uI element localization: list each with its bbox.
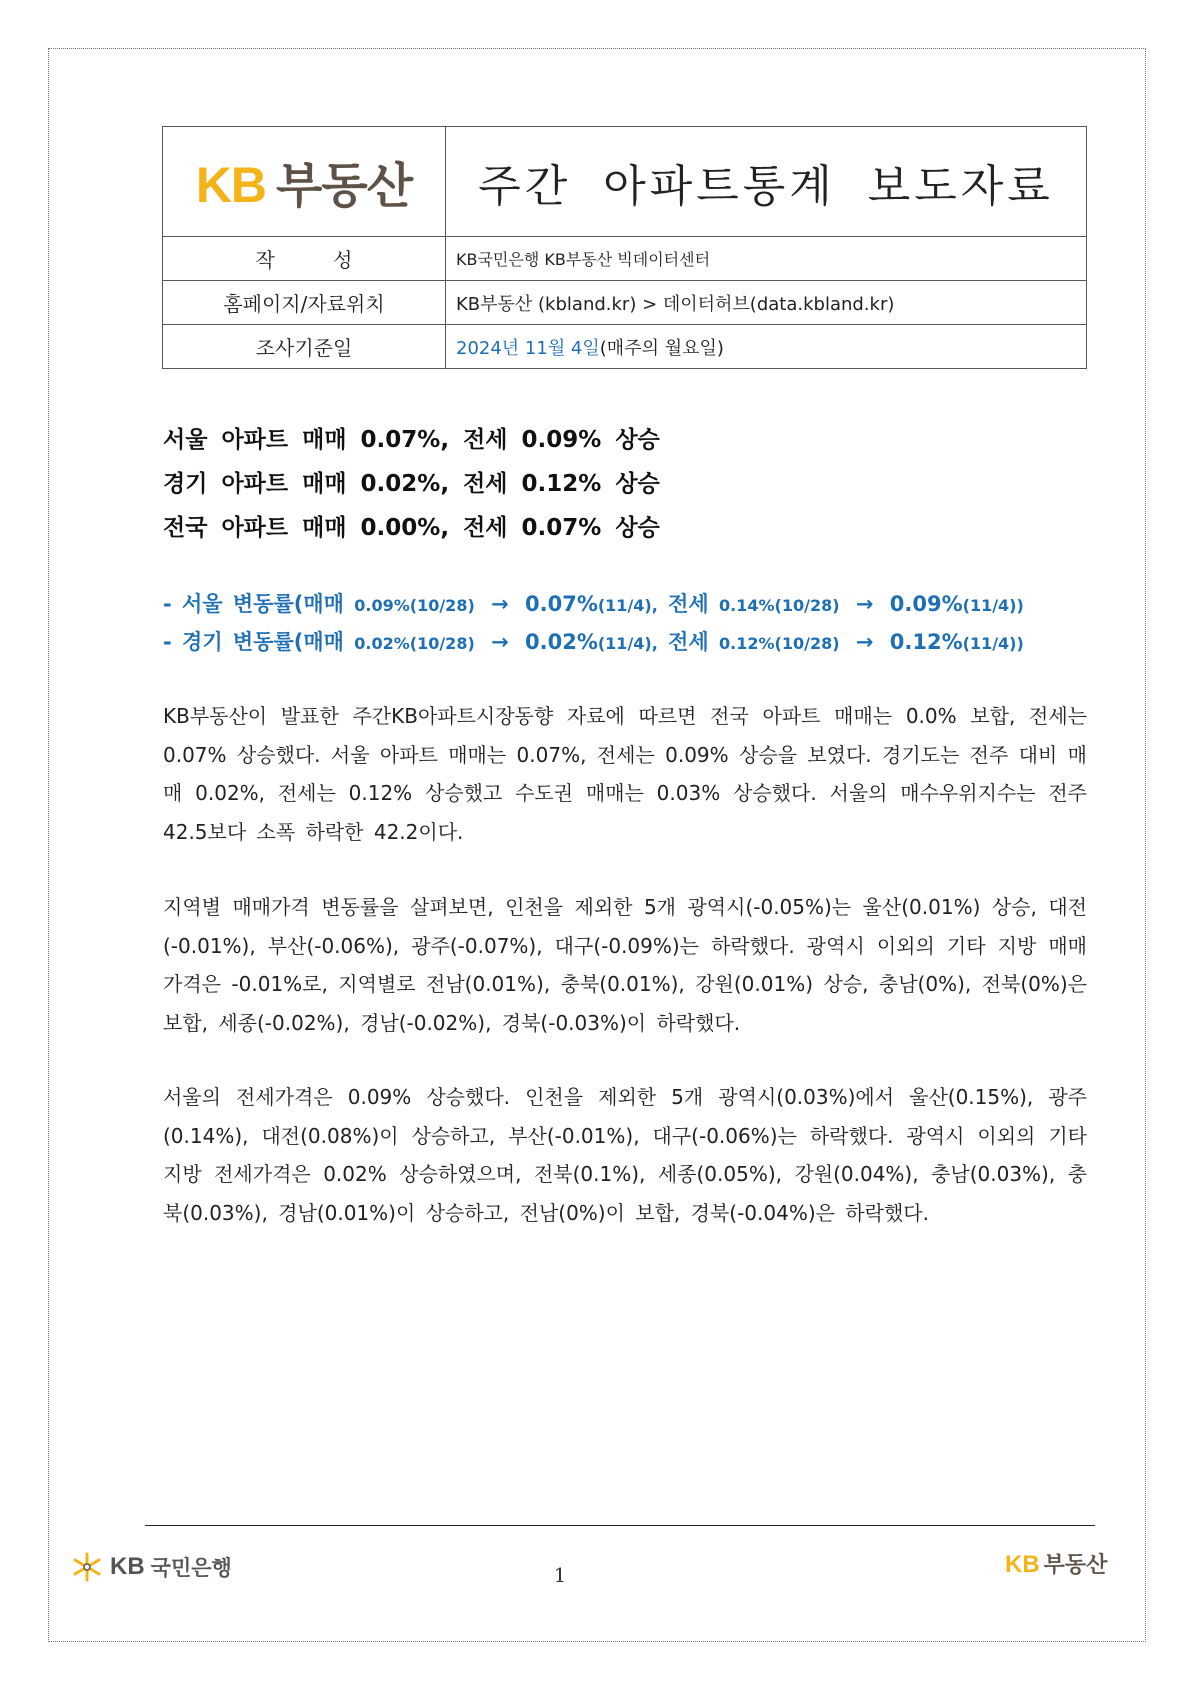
sale-prev: 0.09%(10/28) <box>354 596 475 615</box>
page-number: 1 <box>553 1563 567 1587</box>
jeonse-label: 전세 <box>668 592 709 616</box>
survey-date-label: 조사기준일 <box>163 325 446 369</box>
paragraph-jeonse-regions: 서울의 전세가격은 0.09% 상승했다. 인천을 제외한 5개 광역시(0.03%)에서 울산(0.15%), 광주(0.14%), 대전(0.08%)이 상승하고, 부산(-0.01%), 대구(-0.06%)는 하락했다. 광역시 이외의 기타 지방 전세가격은 0.02% 상승하였으며, 전북(0.1%), 세종(0.05%), 강원(0.04%), 충남(0.03%), 충북(0.03%), 경남(0.01%)이 상승하고, 전남(0%)이 보합, 경북(-0.04%)은 하락했다. <box>163 1085 1087 1225</box>
arrow-icon: → <box>491 630 509 654</box>
change-line-gyeonggi <box>163 623 1083 661</box>
arrow-icon: → <box>855 592 874 616</box>
sale-now-date: (11/4), <box>597 634 658 653</box>
footer-bank-name: 국민은행 <box>150 1556 232 1580</box>
footer-brand-kb: KB <box>1005 1551 1040 1578</box>
footer-divider <box>145 1525 1095 1526</box>
headlines <box>163 418 1083 550</box>
footer-bank-kb: KB <box>110 1553 145 1580</box>
kb-star-icon <box>70 1550 104 1584</box>
logo-text: 부동산 <box>276 158 413 214</box>
change-line-seoul <box>163 585 1083 623</box>
change-prefix: - 경기 변동률(매매 <box>163 630 344 654</box>
arrow-icon: → <box>855 630 874 654</box>
jeonse-label: 전세 <box>668 630 709 654</box>
survey-date-value <box>446 325 1087 369</box>
change-rates <box>163 585 1083 661</box>
paragraph-summary: KB부동산이 발표한 주간KB아파트시장동향 자료에 따르면 전국 아파트 매매는 0.0% 보합, 전세는 0.07% 상승했다. 서울 아파트 매매는 0.07%, 전세는 0.09% 상승을 보였다. 경기도는 전주 대비 매매 0.02%, 전세는 0.12% 상승했고 수도권 매매는 0.03% 상승했다. 서울의 매수우위지수는 전주 42.5보다 소폭 하락한 42.2이다. <box>163 704 1087 844</box>
survey-date: 2024년 11월 4일 <box>456 337 600 359</box>
jeonse-prev: 0.14%(10/28) <box>719 596 840 615</box>
sale-now: 0.07% <box>525 592 598 616</box>
paragraph-sale-regions: 지역별 매매가격 변동률을 살펴보면, 인천을 제외한 5개 광역시(-0.05%)는 울산(0.01%) 상승, 대전(-0.01%), 부산(-0.06%), 광주(-0.07%), 대구(-0.09%)는 하락했다. 광역시 이외의 기타 지방 매매가격은 -0.01%로, 지역별로 전남(0.01%), 충북(0.01%), 강원(0.01%) 상승, 충남(0%), 전북(0%)은 보합, 세종(-0.02%), 경남(-0.02%), 경북(-0.03%)이 하락했다. <box>163 895 1087 1035</box>
homepage-label: 홈페이지/자료위치 <box>163 281 446 325</box>
kb-real-estate-logo <box>196 147 412 216</box>
sale-now-date: (11/4), <box>597 596 658 615</box>
arrow-icon: → <box>491 592 509 616</box>
writer-value: KB국민은행 KB부동산 빅데이터센터 <box>446 237 1087 281</box>
headline-national: 전국 아파트 매매 0.00%, 전세 0.07% 상승 <box>163 515 660 541</box>
jeonse-now-date: (11/4)) <box>962 634 1024 653</box>
headline-seoul: 서울 아파트 매매 0.07%, 전세 0.09% 상승 <box>163 427 660 453</box>
writer-label: 작 성 <box>163 237 446 281</box>
survey-date-note: (매주의 월요일) <box>599 337 724 359</box>
logo-kb: KB <box>195 157 267 213</box>
logo-cell <box>163 127 446 237</box>
jeonse-now-date: (11/4)) <box>962 596 1024 615</box>
sale-now: 0.02% <box>525 630 598 654</box>
jeonse-prev: 0.12%(10/28) <box>719 634 840 653</box>
jeonse-now: 0.12% <box>889 630 963 654</box>
homepage-value: KB부동산 (kbland.kr) > 데이터허브(data.kbland.kr) <box>446 281 1087 325</box>
change-prefix: - 서울 변동률(매매 <box>163 592 344 616</box>
document-title: 주간 아파트통계 보도자료 <box>446 127 1087 237</box>
sale-prev: 0.02%(10/28) <box>354 634 475 653</box>
header-table <box>162 126 1087 369</box>
kb-kookmin-bank-logo <box>70 1550 232 1584</box>
footer-brand-text: 부동산 <box>1043 1553 1108 1578</box>
jeonse-now: 0.09% <box>889 592 963 616</box>
headline-gyeonggi: 경기 아파트 매매 0.02%, 전세 0.12% 상승 <box>163 471 660 497</box>
kb-real-estate-footer-logo <box>1005 1548 1107 1579</box>
